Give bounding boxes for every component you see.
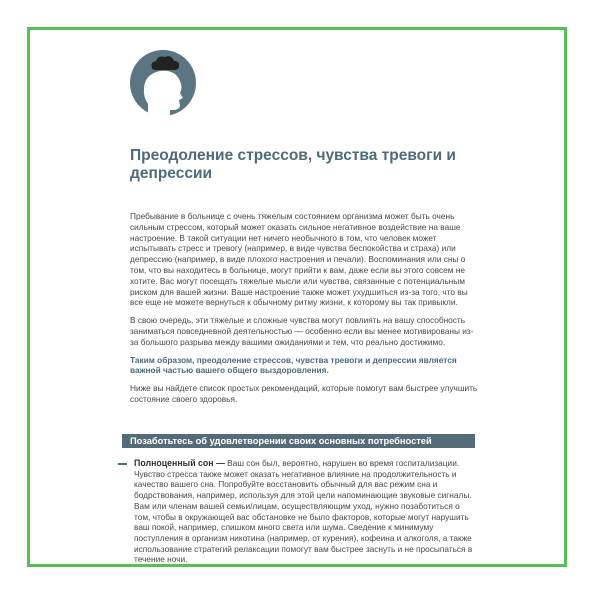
paragraph: В свою очередь, эти тяжелые и сложные чувства могут повлиять на вашу способность заниматься повседневной деятельностью — особенно если вы менее мотивированы из-за большого разрыва между вашими ожиданиями и тем, что реально достижимо. — [130, 315, 474, 347]
page-title: Преодоление стрессов, чувства тревоги и депрессии — [130, 147, 456, 182]
emphasis-paragraph: Таким образом, преодоление стрессов, чувства тревоги и депрессии является важной частью вашего общего выздоровления. — [130, 354, 457, 376]
bullet-dash-icon — [118, 463, 127, 465]
list-item — [118, 458, 478, 565]
page-frame — [27, 27, 567, 567]
head-with-cloud-icon — [130, 50, 196, 116]
body-text — [130, 211, 478, 412]
list-item-text — [134, 458, 478, 565]
recommendation-intro: Ниже вы найдете список простых рекомендаций, которые помогут вам быстрее улучшить состояние своего здоровья. — [130, 383, 478, 404]
paragraph: Пребывание в больнице с очень тяжелым состоянием организма может быть очень сильным стрессом, который может оказать сильное негативное воздействие на ваше настроение. В такой ситуации нет ничего необычного в том, что человек может испытывать стресс и тревогу (например, в виде чувства беспокойства и страха) или депрессию (например, в виде плохого настроения и печали). Воспоминания или сны о том, что вы находитесь в больнице, могут прийти к вам, даже если вы этого совсем не хотите. Вас могут посещать тяжелые мысли или чувства, связанные с потенциальным риском для вашей жизни. Ваше настроение также может ухудшиться из-за того, что вы все еще не можете вернуться к обычному ритму жизни, к которому вы так привыкли. — [130, 211, 468, 308]
section-heading: Позаботьтесь об удовлетворении своих основных потребностей — [122, 434, 475, 448]
list-item-lead: Полноценный сон — — [134, 458, 225, 468]
list-item-body: Ваш сон был, вероятно, нарушен во время госпитализации. Чувство стресса также может оказать негативное влияние на продолжительность и качество вашего сна. Попробуйте восстановить обычный для вас режим сна и бодрствования, например, используя для этой цели напоминающие звуковые сигналы. Вам или членам вашей семьи/лицам, осуществляющим уход, нужно позаботиться о том, чтобы в окружающей вас обстановке не было факторов, которые могут нарушить ваш покой, например, слишком много света или шума. Сведение к минимуму поступления в организм никотина (например, от курения), кофеина и алкоголя, а также использование стратегий релаксации помогут вам быстрее заснуть и не просыпаться в течение ночи. — [134, 458, 473, 565]
